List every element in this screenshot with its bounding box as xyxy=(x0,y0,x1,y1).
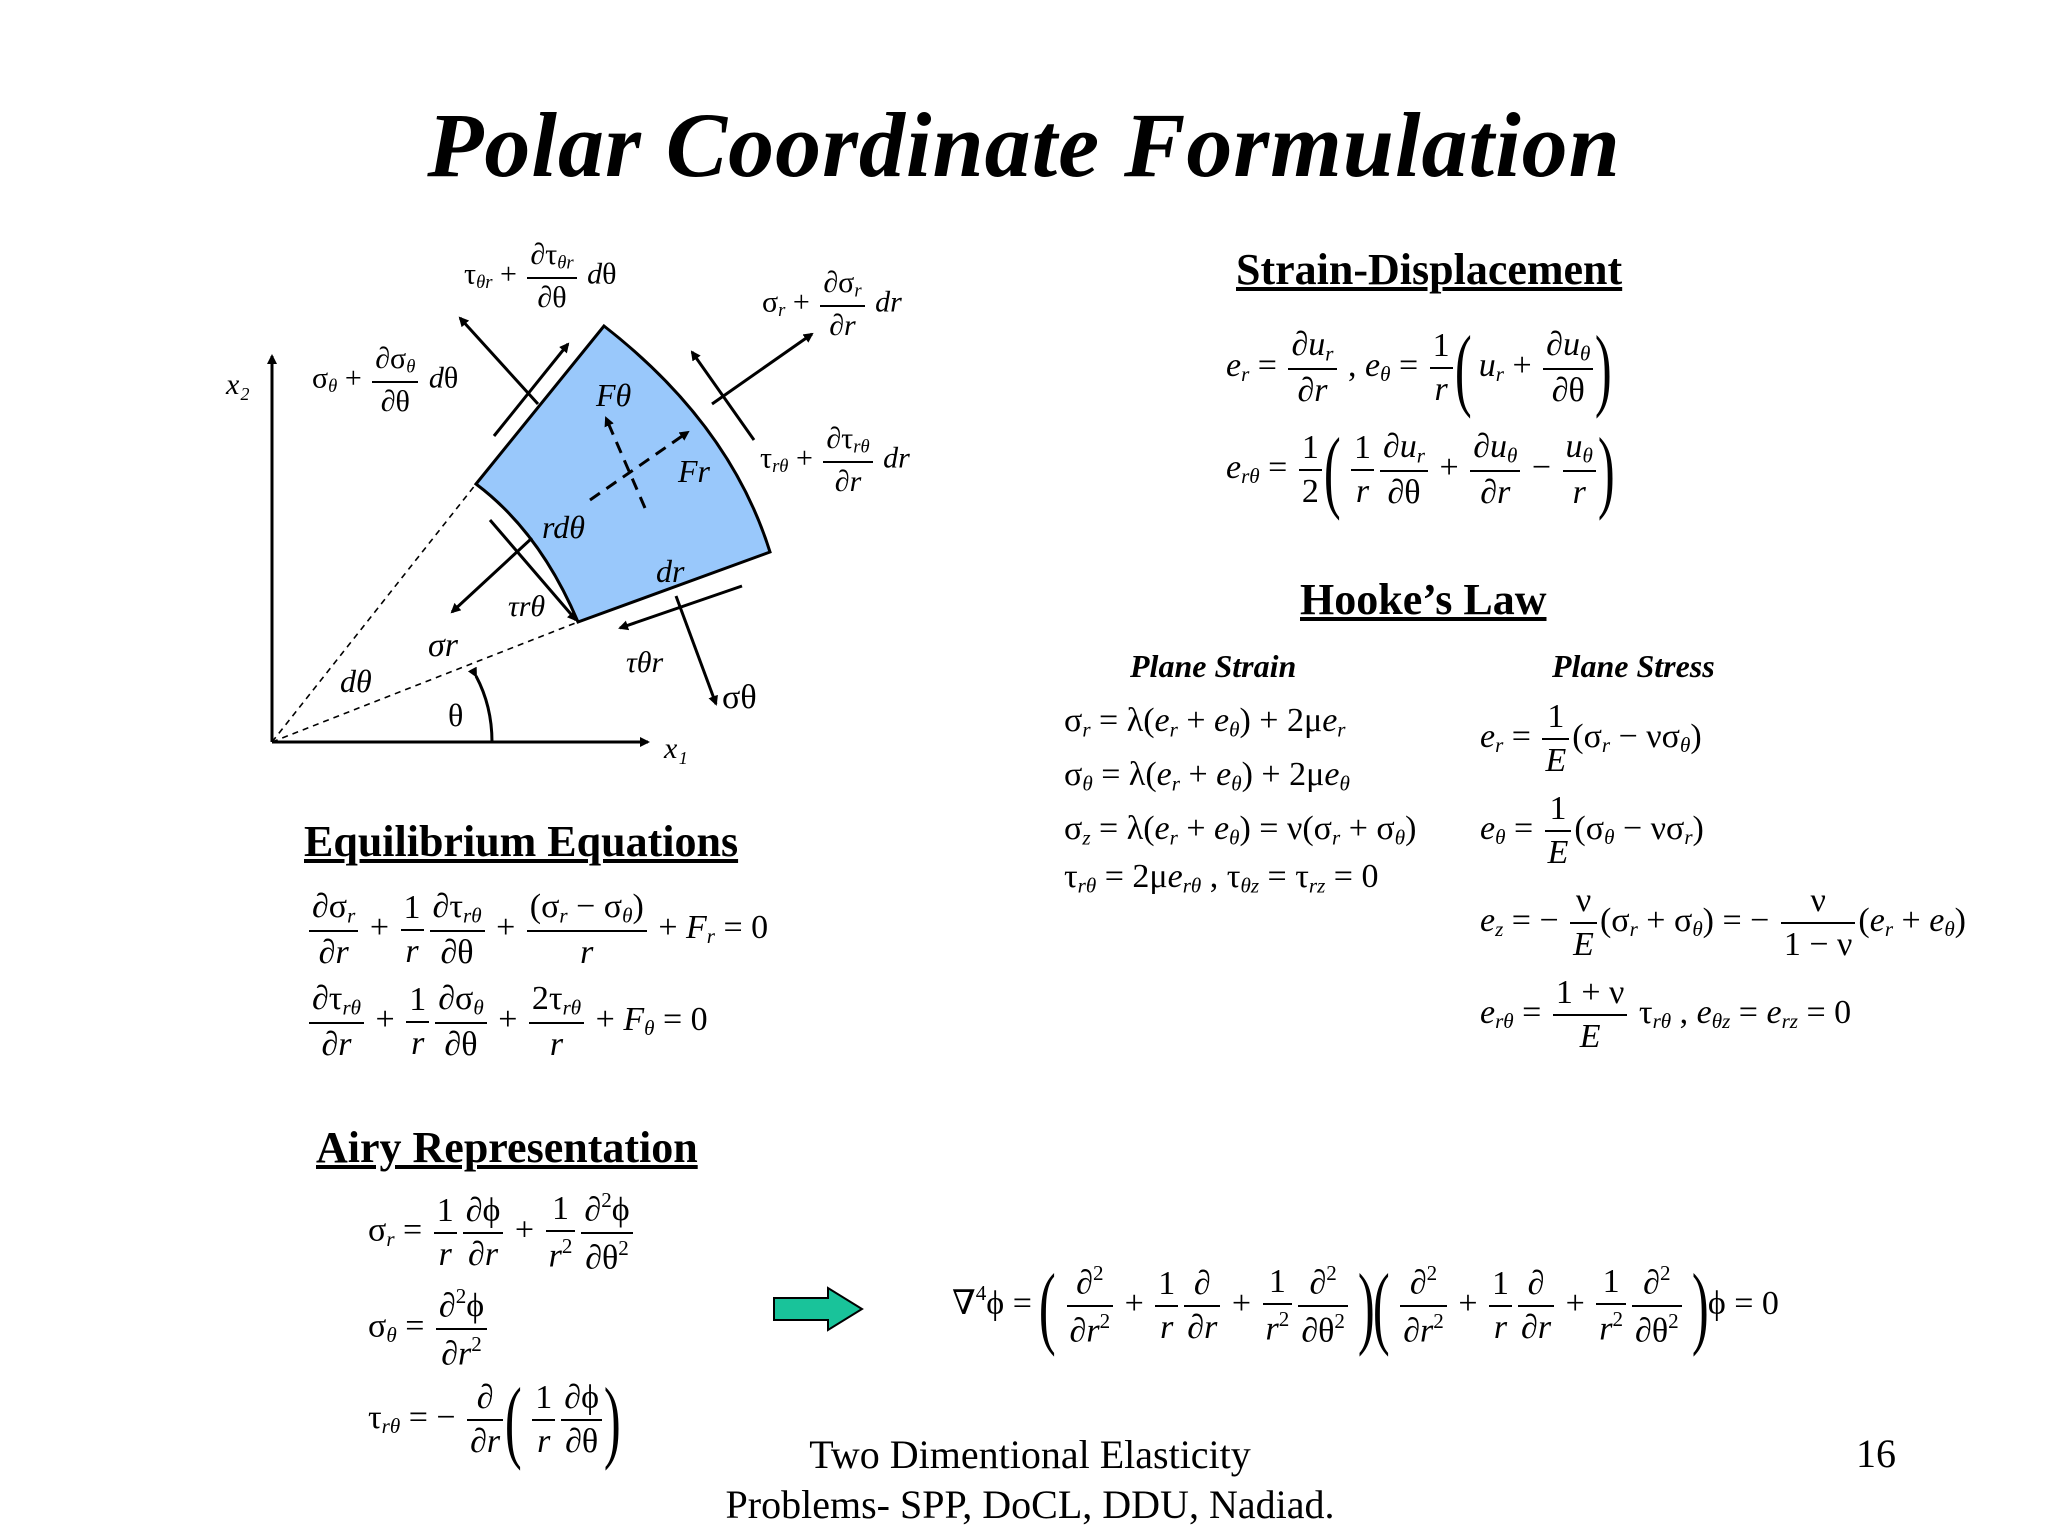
heading-plane-strain: Plane Strain xyxy=(1130,648,1297,684)
footer-credit xyxy=(724,1430,1336,1530)
eq-plane-stress-e-rtheta: $e_{r\theta}$ = $\frac{1 + \nu}{E}$ $\tau_{r\theta}$ , $e_{\theta z} = e_{rz} = 0$ xyxy=(1480,974,1852,1055)
right-arrow-icon xyxy=(772,1286,864,1332)
eq-plane-strain-sigma-r: $\sigma_r = \lambda(e_r + e_\theta) + 2\mu e_r$ xyxy=(1064,702,1346,742)
footer-line-2: Problems- SPP, DoCL, DDU, Nadiad. xyxy=(725,1482,1335,1527)
tau-rtheta-label: τrθ xyxy=(508,590,546,623)
tau-thetar-label: τθr xyxy=(626,646,664,679)
eq-airy-sigma-theta: $\sigma_\theta$ = $\frac{\partial^2\phi}{\partial r^2}$ xyxy=(368,1286,490,1371)
dr-label: dr xyxy=(656,553,685,589)
footer-line-1: Two Dimentional Elasticity xyxy=(809,1432,1251,1477)
eq-biharmonic: ∇$^4$ϕ = ( $\frac{\partial^2}{\partial r^2}$ + $\frac{1}{r}$ $\frac{\partial}{\partial r}$ + $\frac{1}{r^2}$ $\frac{\partial^2}{\partial\theta^2}$ )( $\frac{\partial^2}{\partial r^2}$ + $\frac{1}{r}$ $\frac{\partial}{\partial r}$ + $\frac{1}{r^2}$ $\frac{\partial^2}{\partial\theta^2}$ )ϕ = 0 xyxy=(952,1255,1779,1357)
eq-plane-strain-sigma-theta: $\sigma_\theta = \lambda(e_r + e_\theta) + 2\mu e_\theta$ xyxy=(1064,756,1350,796)
label-sigma-theta-increment: $\sigma_\theta$ + $\frac{\partial\sigma_\theta}{\partial\theta}$ dθ xyxy=(312,342,459,419)
theta-label: θ xyxy=(448,697,464,733)
eq-plane-strain-tau: $\tau_{r\theta} = 2\mu e_{r\theta}$ , $\tau_{\theta z} = \tau_{rz} = 0$ xyxy=(1064,858,1379,898)
heading-equilibrium: Equilibrium Equations xyxy=(304,817,739,866)
page-number: 16 xyxy=(1856,1431,1896,1476)
heading-plane-stress: Plane Stress xyxy=(1552,648,1715,684)
x1-label: x₁ xyxy=(664,732,688,765)
eq-plane-stress-e-z: $e_z$ = − $\frac{\nu}{E}$ $(\sigma_r + \sigma_\theta)$ = − $\frac{\nu}{1 - \nu}$ $(e_r + e_\theta)$ xyxy=(1480,882,1966,963)
sigma-theta-label: σθ xyxy=(722,679,757,716)
eq-plane-stress-e-r: $e_r$ = $\frac{1}{E}$ $(\sigma_r - \nu\sigma_\theta)$ xyxy=(1480,698,1702,779)
label-sigma-r-increment: $\sigma_r$ + $\frac{\partial\sigma_r}{\partial r}$ dr xyxy=(762,266,902,343)
f-theta-label: Fθ xyxy=(596,377,632,413)
rdtheta-label: rdθ xyxy=(542,509,585,545)
f-r-label: Fr xyxy=(678,453,710,489)
eq-plane-stress-e-theta: $e_\theta$ = $\frac{1}{E}$ $(\sigma_\theta - \nu\sigma_r)$ xyxy=(1480,790,1704,871)
eq-strain-shear: $e_{r\theta}$ = $\frac{1}{2}$ ( $\frac{1}{r}$ $\frac{\partial u_r}{\partial\theta}$ + $\frac{\partial u_\theta}{\partial r}$ − $\frac{u_\theta}{r}$ ) xyxy=(1226,419,1615,521)
eq-equilibrium-radial: $\frac{\partial\sigma_r}{\partial r}$ + $\frac{1}{r}$ $\frac{\partial\tau_{r\theta}}{\partial\theta}$ + $\frac{(\sigma_r - \sigma_\theta)}{r}$ + $F_r = 0$ xyxy=(306,890,768,970)
heading-hookes-law: Hooke’s Law xyxy=(1300,575,1547,624)
label-tau-rtheta-increment: $\tau_{r\theta}$ + $\frac{\partial\tau_{r\theta}}{\partial r}$ dr xyxy=(760,422,910,499)
dtheta-label: dθ xyxy=(340,663,372,699)
label-tau-thetar-increment: $\tau_{\theta r}$ + $\frac{\partial\tau_{\theta r}}{\partial\theta}$ dθ xyxy=(464,238,617,315)
eq-airy-tau: $\tau_{r\theta}$ = − $\frac{\partial}{\partial r}$ ( $\frac{1}{r}$ $\frac{\partial\phi}{\partial\theta}$ ) xyxy=(368,1369,621,1471)
eq-equilibrium-tangential: $\frac{\partial\tau_{r\theta}}{\partial r}$ + $\frac{1}{r}$ $\frac{\partial\sigma_\theta}{\partial\theta}$ + $\frac{2\tau_{r\theta}}{r}$ + $F_\theta = 0$ xyxy=(306,982,708,1062)
eq-airy-sigma-r: $\sigma_r$ = $\frac{1}{r}$ $\frac{\partial\phi}{\partial r}$ + $\frac{1}{r^2}$ $\frac{\partial^2\phi}{\partial\theta^2}$ xyxy=(368,1190,636,1275)
slide-title: Polar Coordinate Formulation xyxy=(427,94,1621,196)
eq-strain-normal: $e_r$ = $\frac{\partial u_r}{\partial r}$ , $e_\theta$ = $\frac{1}{r}$ ( $u_r$ + $\frac{\partial u_\theta}{\partial\theta}$ ) xyxy=(1226,317,1613,419)
sigma-r-label: σr xyxy=(428,627,458,664)
x2-label: x₂ xyxy=(226,368,250,401)
heading-strain-displacement: Strain-Displacement xyxy=(1236,245,1623,294)
polar-element xyxy=(476,326,770,622)
heading-airy: Airy Representation xyxy=(316,1123,698,1172)
eq-plane-strain-sigma-z: $\sigma_z = \lambda(e_r + e_\theta) = \nu(\sigma_r + \sigma_\theta)$ xyxy=(1064,810,1417,850)
